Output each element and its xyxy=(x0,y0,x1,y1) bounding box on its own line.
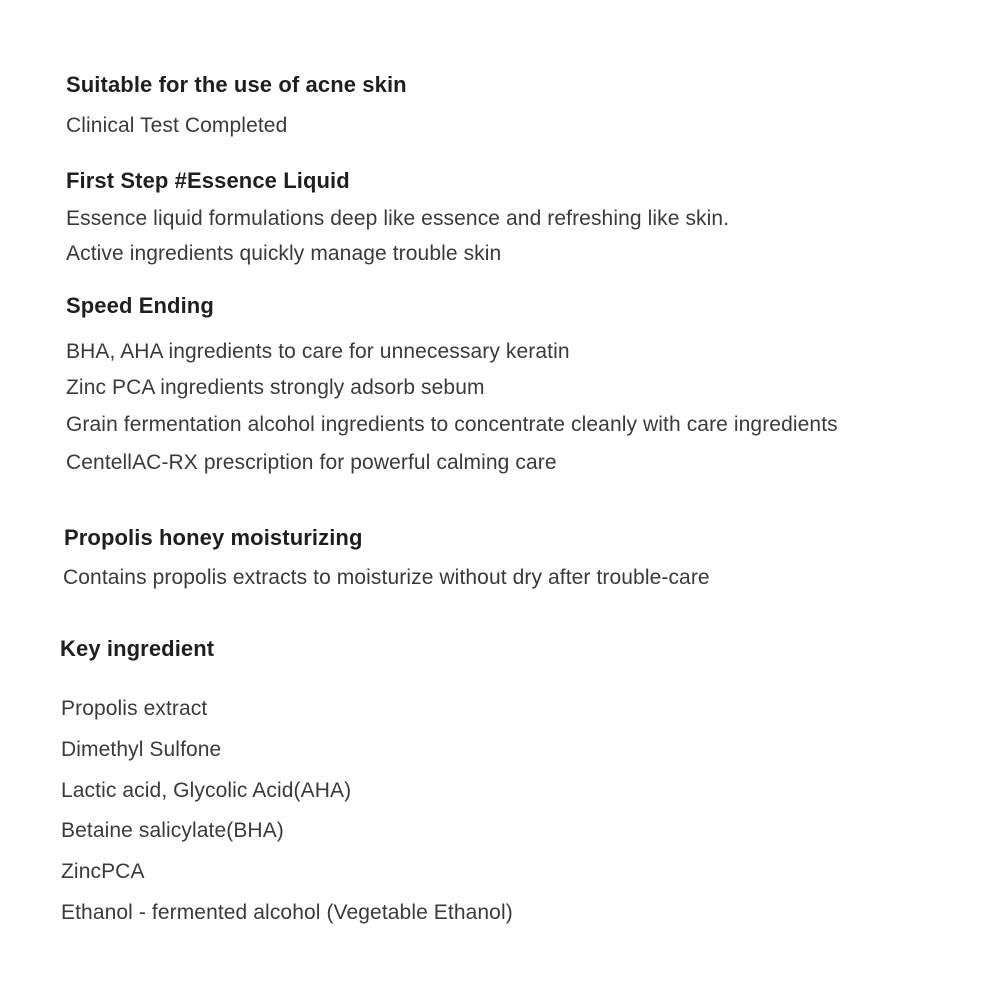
ingredient-item: Dimethyl Sulfone xyxy=(61,738,222,761)
section-heading-acne: Suitable for the use of acne skin xyxy=(66,72,407,97)
section-text-line: Essence liquid formulations deep like essence and refreshing like skin. xyxy=(66,207,730,230)
ingredient-item: Lactic acid, Glycolic Acid(AHA) xyxy=(61,779,352,802)
ingredient-item: Propolis extract xyxy=(61,697,208,720)
section-heading-speed-ending: Speed Ending xyxy=(66,293,214,318)
section-text-line: Contains propolis extracts to moisturize without dry after trouble-care xyxy=(63,566,710,589)
section-text-line: Active ingredients quickly manage trouble skin xyxy=(66,242,502,265)
section-text-line: BHA, AHA ingredients to care for unnecessary keratin xyxy=(66,340,570,363)
section-text-line: Zinc PCA ingredients strongly adsorb sebum xyxy=(66,376,485,399)
ingredient-item: Betaine salicylate(BHA) xyxy=(61,819,284,842)
section-heading-key-ingredient: Key ingredient xyxy=(60,636,215,661)
section-heading-propolis: Propolis honey moisturizing xyxy=(64,525,363,550)
section-text-line: Grain fermentation alcohol ingredients to concentrate cleanly with care ingredients xyxy=(66,413,838,436)
section-text-line: CentellAC-RX prescription for powerful calming care xyxy=(66,451,557,474)
section-heading-first-step: First Step #Essence Liquid xyxy=(66,168,350,193)
section-text-clinical-test: Clinical Test Completed xyxy=(66,114,288,137)
ingredient-item: ZincPCA xyxy=(61,860,145,883)
ingredient-item: Ethanol - fermented alcohol (Vegetable Ethanol) xyxy=(61,901,513,924)
